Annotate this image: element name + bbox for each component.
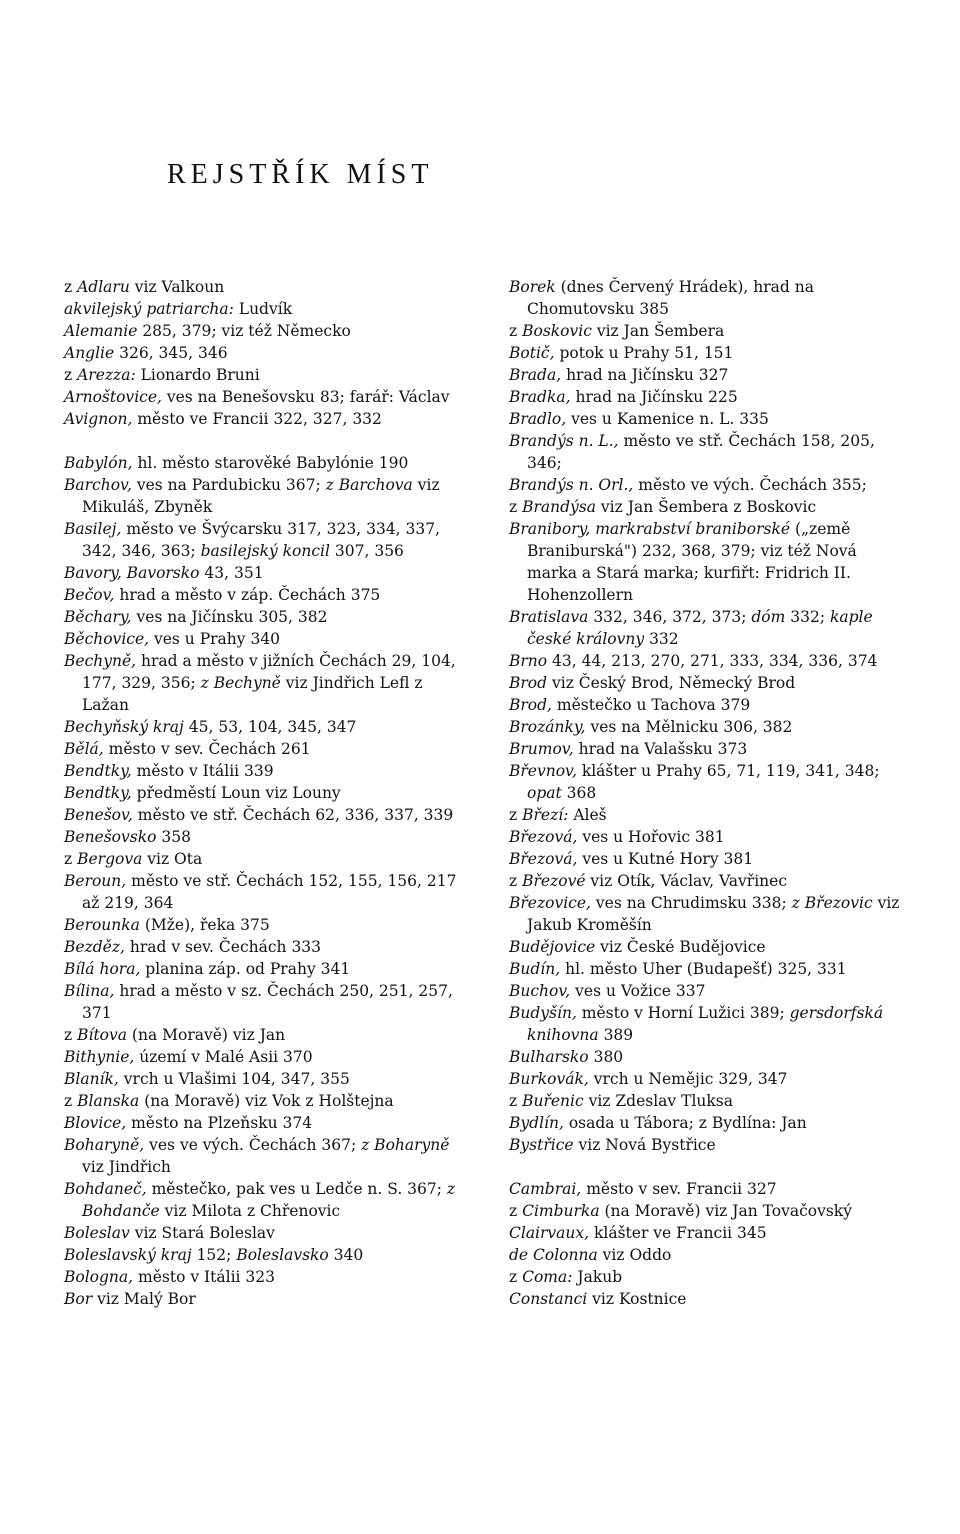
entry-text: potok u Prahy 51, 151 [554, 344, 734, 362]
index-entry [64, 914, 474, 936]
entry-text: z [509, 498, 523, 516]
index-entry [64, 1090, 474, 1112]
entry-text: město ve vých. Čechách 355; [633, 476, 867, 494]
index-entry [64, 936, 474, 958]
entry-keyword: Borek [509, 278, 556, 296]
index-entry [509, 804, 904, 826]
entry-text: 380 [588, 1048, 624, 1066]
index-entry [64, 848, 474, 870]
entry-text: osada u Tábora; z Bydlína: Jan [563, 1114, 807, 1132]
entry-text: město ve stř. Čechách 158, 205, 346; [527, 432, 875, 472]
entry-text: 358 [156, 828, 191, 846]
entry-text: 332, 346, 372, 373; [588, 608, 752, 626]
entry-keyword: Coma: [522, 1268, 573, 1286]
index-entry [509, 716, 904, 738]
entry-text: viz Český Brod, Německý Brod [547, 674, 796, 692]
entry-text: klášter ve Francii 345 [589, 1224, 767, 1242]
entry-text: 368 [561, 784, 597, 802]
index-entry [64, 782, 474, 804]
entry-text: 43, 44, 213, 270, 271, 333, 334, 336, 374 [547, 652, 878, 670]
index-entry [509, 1222, 904, 1244]
index-entry [509, 650, 904, 672]
entry-keyword: Bechyňský kraj [64, 718, 184, 736]
index-entry [509, 980, 904, 1002]
entry-text: viz Malý Bor [92, 1290, 196, 1308]
entry-text: hrad v sev. Čechách 333 [124, 938, 322, 956]
index-entry [509, 1288, 904, 1310]
index-entry [509, 408, 904, 430]
entry-text: planina záp. od Prahy 341 [140, 960, 351, 978]
index-entry [509, 276, 904, 320]
entry-keyword: Brandýsa [522, 498, 596, 516]
entry-text: (na Moravě) viz Vok z Holštejna [139, 1092, 394, 1110]
entry-text: 307, 356 [329, 542, 404, 560]
entry-keyword: Bílina, [64, 982, 115, 1000]
entry-keyword: basilejský koncil [200, 542, 330, 560]
entry-text: ves u Kutné Hory 381 [577, 850, 754, 868]
index-entry [64, 1178, 474, 1222]
entry-text: město v Itálii 323 [133, 1268, 275, 1286]
entry-keyword: Branibory, markrabství braniborské [509, 520, 791, 538]
entry-text: ves u Kamenice n. L. 335 [566, 410, 769, 428]
entry-text: území v Malé Asii 370 [134, 1048, 313, 1066]
entry-text: 332; [785, 608, 830, 626]
entry-keyword: Beroun, [64, 872, 127, 890]
entry-keyword: Botič, [509, 344, 555, 362]
entry-keyword: dóm [751, 608, 786, 626]
entry-keyword: Bratislava [509, 608, 589, 626]
index-entry [509, 958, 904, 980]
index-entry [64, 408, 474, 430]
entry-keyword: Burkovák, [509, 1070, 589, 1088]
index-entry [64, 518, 474, 562]
index-entry [64, 1134, 474, 1178]
entry-keyword: Cambrai, [509, 1180, 582, 1198]
entry-keyword: Boleslavsko [236, 1246, 329, 1264]
entry-text: město na Plzeňsku 374 [126, 1114, 313, 1132]
entry-text: vrch u Nemějic 329, 347 [588, 1070, 788, 1088]
entry-text: vrch u Vlašimi 104, 347, 355 [118, 1070, 350, 1088]
entry-text: 285, 379; viz též Německo [137, 322, 351, 340]
entry-text: viz České Budějovice [595, 938, 766, 956]
entry-text: město ve stř. Čechách 152, 155, 156, 217 až 219, 364 [82, 872, 457, 912]
entry-keyword: Bílá hora, [64, 960, 141, 978]
entry-keyword: Bergova [77, 850, 143, 868]
entry-text: hrad a město v jižních Čechách 29, 104, 177, 329, 356; [82, 652, 456, 692]
entry-text: viz Kostnice [587, 1290, 687, 1308]
index-entry [509, 1002, 904, 1046]
entry-keyword: Bendtky, [64, 784, 132, 802]
index-entry [64, 1024, 474, 1046]
entry-keyword: z Boharyně [361, 1136, 450, 1154]
entry-text: viz Zdeslav Tluksa [583, 1092, 733, 1110]
entry-keyword: Brno [509, 652, 548, 670]
entry-keyword: Benešovsko [64, 828, 157, 846]
entry-text: z [509, 322, 523, 340]
entry-keyword: Brod, [509, 696, 552, 714]
entry-text: (na Moravě) viz Jan [127, 1026, 286, 1044]
entry-keyword: Boharyně, [64, 1136, 145, 1154]
entry-text: z [509, 1268, 523, 1286]
index-entry [509, 342, 904, 364]
entry-text: viz Jakub Kroměšín [527, 894, 900, 934]
letter-section-gap [509, 1156, 904, 1178]
entry-text: předměstí Loun viz Louny [131, 784, 341, 802]
entry-keyword: Barchov, [64, 476, 132, 494]
entry-keyword: Benešov, [64, 806, 133, 824]
entry-text: z [509, 1092, 523, 1110]
index-entry [64, 628, 474, 650]
entry-text: viz Jan Šembera z Boskovic [596, 498, 817, 516]
index-entry [509, 826, 904, 848]
entry-text: městečko u Tachova 379 [551, 696, 751, 714]
index-entry [509, 474, 904, 496]
entry-keyword: Arnoštovice, [64, 388, 162, 406]
entry-keyword: Budyšín, [509, 1004, 577, 1022]
index-entry [64, 1244, 474, 1266]
entry-text: z [64, 850, 78, 868]
index-entry [64, 1046, 474, 1068]
entry-text: Aleš [568, 806, 607, 824]
entry-keyword: Brandýs n. L., [509, 432, 619, 450]
page-title: REJSTŘÍK MÍST [167, 158, 434, 190]
entry-keyword: Basilej, [64, 520, 122, 538]
entry-keyword: Bradka, [509, 388, 571, 406]
entry-text: klášter u Prahy 65, 71, 119, 341, 348; [576, 762, 880, 780]
entry-text: hrad na Jičínsku 225 [570, 388, 738, 406]
index-entry [509, 1068, 904, 1090]
index-entry [64, 650, 474, 716]
entry-keyword: Blovice, [64, 1114, 127, 1132]
entry-text: (na Moravě) viz Jan Tovačovský [599, 1202, 852, 1220]
entry-text: z [64, 1092, 78, 1110]
left-column [64, 276, 474, 1310]
index-entry [64, 804, 474, 826]
index-entry [64, 364, 474, 386]
index-entry [509, 1266, 904, 1288]
index-entry [509, 518, 904, 606]
entry-text: 43, 351 [199, 564, 264, 582]
index-entry [64, 474, 474, 518]
entry-keyword: Budějovice [509, 938, 596, 956]
entry-keyword: z Bohdanče [82, 1180, 456, 1220]
entry-keyword: kaple české královny [527, 608, 873, 648]
entry-text: viz Stará Boleslav [129, 1224, 275, 1242]
entry-text: 332 [644, 630, 679, 648]
entry-keyword: Babylón, [64, 454, 133, 472]
entry-text: (Mže), řeka 375 [139, 916, 270, 934]
entry-keyword: akvilejský patriarcha: [64, 300, 234, 318]
entry-text: město v sev. Čechách 261 [103, 740, 311, 758]
entry-text: Ludvík [233, 300, 293, 318]
entry-keyword: Bezděz, [64, 938, 125, 956]
entry-text: viz Jan Šembera [591, 322, 725, 340]
index-entry [64, 1068, 474, 1090]
entry-text: hl. město Uher (Budapešť) 325, 331 [560, 960, 847, 978]
entry-text: 340 [328, 1246, 364, 1264]
index-entry [64, 562, 474, 584]
entry-keyword: Bítova [77, 1026, 127, 1044]
entry-text: (dnes Červený Hrádek), hrad na Chomutovsku 385 [527, 278, 814, 318]
index-entry [509, 1134, 904, 1156]
index-entry [64, 1266, 474, 1288]
entry-keyword: Blaník, [64, 1070, 119, 1088]
index-entry [509, 936, 904, 958]
entry-keyword: Březovice, [509, 894, 591, 912]
index-entry [509, 760, 904, 804]
entry-keyword: Bologna, [64, 1268, 134, 1286]
entry-text: ves u Prahy 340 [149, 630, 281, 648]
entry-keyword: Bechyně, [64, 652, 137, 670]
index-entry [509, 672, 904, 694]
entry-keyword: Bavory, Bavorsko [64, 564, 200, 582]
entry-text: hl. město starověké Babylónie 190 [132, 454, 409, 472]
entry-keyword: Bithynie, [64, 1048, 135, 1066]
entry-text: hrad na Valašsku 373 [573, 740, 748, 758]
entry-text: ves na Pardubicku 367; [131, 476, 326, 494]
index-entry [64, 276, 474, 298]
entry-text: 152; [191, 1246, 237, 1264]
entry-keyword: Bulharsko [509, 1048, 589, 1066]
index-entry [64, 870, 474, 914]
entry-text: ves na Benešovsku 83; farář: Václav [161, 388, 450, 406]
entry-keyword: Budín, [509, 960, 561, 978]
index-entry [509, 320, 904, 342]
entry-keyword: Březové [522, 872, 586, 890]
entry-keyword: Adlaru [77, 278, 130, 296]
index-entry [64, 958, 474, 980]
entry-text: viz Jindřich [82, 1158, 171, 1176]
entry-text: viz Oddo [597, 1246, 672, 1264]
entry-keyword: de Colonna [509, 1246, 598, 1264]
entry-keyword: Brod [509, 674, 548, 692]
index-entry [509, 738, 904, 760]
entry-keyword: Březová, [509, 828, 578, 846]
entry-keyword: Alemanie [64, 322, 138, 340]
entry-text: ves u Hořovic 381 [577, 828, 725, 846]
entry-keyword: Arezza: [77, 366, 136, 384]
entry-keyword: Březová, [509, 850, 578, 868]
entry-keyword: z Březovic [791, 894, 873, 912]
entry-keyword: opat [527, 784, 562, 802]
entry-text: ves na Jičínsku 305, 382 [131, 608, 328, 626]
index-entry [64, 1112, 474, 1134]
entry-text: viz Otík, Václav, Vavřinec [585, 872, 788, 890]
entry-keyword: Březí: [522, 806, 569, 824]
entry-keyword: Bydlín, [509, 1114, 564, 1132]
entry-text: z [64, 366, 78, 384]
entry-text: viz Milota z Chřenovic [159, 1202, 341, 1220]
index-entry [64, 320, 474, 342]
entry-text: ves ve vých. Čechách 367; [144, 1136, 362, 1154]
entry-text: viz Jindřich Lefl z Lažan [82, 674, 423, 714]
entry-text: ves na Chrudimsku 338; [590, 894, 792, 912]
entry-text: z [64, 1026, 78, 1044]
entry-keyword: Bendtky, [64, 762, 132, 780]
entry-keyword: z Bechyně [200, 674, 281, 692]
entry-keyword: Běchary, [64, 608, 132, 626]
entry-text: hrad na Jičínsku 327 [561, 366, 729, 384]
index-entry [64, 826, 474, 848]
entry-keyword: Bradlo, [509, 410, 567, 428]
entry-keyword: z Barchova [325, 476, 413, 494]
entry-keyword: Clairvaux, [509, 1224, 590, 1242]
index-entry [64, 1288, 474, 1310]
entry-text: 389 [598, 1026, 634, 1044]
entry-keyword: Boleslavský kraj [64, 1246, 192, 1264]
entry-text: z [509, 1202, 523, 1220]
entry-keyword: Cimburka [522, 1202, 600, 1220]
entry-text: Jakub [572, 1268, 623, 1286]
entry-keyword: Berounka [64, 916, 140, 934]
index-entry [509, 870, 904, 892]
index-entry [509, 1046, 904, 1068]
entry-keyword: Brozánky, [509, 718, 586, 736]
entry-keyword: Boleslav [64, 1224, 130, 1242]
entry-text: viz Ota [142, 850, 203, 868]
entry-text: viz Valkoun [129, 278, 225, 296]
entry-keyword: Boskovic [522, 322, 592, 340]
index-entry [64, 716, 474, 738]
entry-text: 45, 53, 104, 345, 347 [183, 718, 357, 736]
index-entry [509, 1090, 904, 1112]
entry-keyword: Buřenic [522, 1092, 584, 1110]
entry-keyword: Brada, [509, 366, 562, 384]
entry-keyword: Avignon, [64, 410, 133, 428]
index-entry [64, 386, 474, 408]
entry-text: 326, 345, 346 [114, 344, 228, 362]
entry-keyword: Constanci [509, 1290, 588, 1308]
entry-keyword: Anglie [64, 344, 115, 362]
entry-keyword: Brandýs n. Orl., [509, 476, 634, 494]
index-entry [64, 760, 474, 782]
entry-keyword: Běchovice, [64, 630, 150, 648]
index-entry [64, 1222, 474, 1244]
entry-text: město ve Švýcarsku 317, 323, 334, 337, 342, 346, 363; [82, 520, 441, 560]
index-entry [64, 738, 474, 760]
index-entry [509, 694, 904, 716]
index-entry [509, 1112, 904, 1134]
entry-keyword: Bor [64, 1290, 93, 1308]
entry-text: z [64, 278, 78, 296]
index-entry [509, 430, 904, 474]
entry-text: hrad a město v záp. Čechách 375 [114, 586, 381, 604]
entry-keyword: gersdorfská knihovna [527, 1004, 884, 1044]
right-column [509, 276, 904, 1310]
index-entry [64, 298, 474, 320]
entry-keyword: Bečov, [64, 586, 115, 604]
entry-keyword: Břevnov, [509, 762, 577, 780]
entry-keyword: Buchov, [509, 982, 571, 1000]
index-entry [509, 364, 904, 386]
entry-text: ves na Mělnicku 306, 382 [585, 718, 793, 736]
index-entry [509, 1178, 904, 1200]
index-entry [64, 452, 474, 474]
entry-text: ves u Vožice 337 [570, 982, 706, 1000]
entry-text: z [509, 806, 523, 824]
index-entry [509, 1244, 904, 1266]
index-entry [509, 848, 904, 870]
entry-keyword: Blanska [77, 1092, 140, 1110]
entry-text: viz Nová Bystřice [573, 1136, 716, 1154]
index-entry [509, 1200, 904, 1222]
entry-keyword: Brumov, [509, 740, 574, 758]
index-entry [509, 496, 904, 518]
entry-text: z [509, 872, 523, 890]
index-entry [64, 980, 474, 1024]
entry-text: město v Horní Lužici 389; [576, 1004, 790, 1022]
entry-keyword: Bohdaneč, [64, 1180, 147, 1198]
index-entry [509, 386, 904, 408]
entry-keyword: Bystřice [509, 1136, 574, 1154]
entry-text: město ve Francii 322, 327, 332 [132, 410, 382, 428]
entry-text: viz Mikuláš, Zbyněk [82, 476, 440, 516]
index-entry [64, 606, 474, 628]
index-entry [64, 342, 474, 364]
entry-text: („země Braniburská") 232, 368, 379; viz též Nová marka a Stará marka; kurfiřt: Fridrich II. Hohenzollern [527, 520, 857, 604]
index-entry [509, 606, 904, 650]
entry-text: městečko, pak ves u Ledče n. S. 367; [146, 1180, 447, 1198]
index-entry [509, 892, 904, 936]
entry-text: hrad a město v sz. Čechách 250, 251, 257, 371 [82, 982, 453, 1022]
entry-text: Lionardo Bruni [135, 366, 260, 384]
index-entry [64, 584, 474, 606]
entry-text: město ve stř. Čechách 62, 336, 337, 339 [132, 806, 454, 824]
letter-section-gap [64, 430, 474, 452]
entry-keyword: Bělá, [64, 740, 104, 758]
entry-text: město v sev. Francii 327 [581, 1180, 777, 1198]
entry-text: město v Itálii 339 [131, 762, 274, 780]
